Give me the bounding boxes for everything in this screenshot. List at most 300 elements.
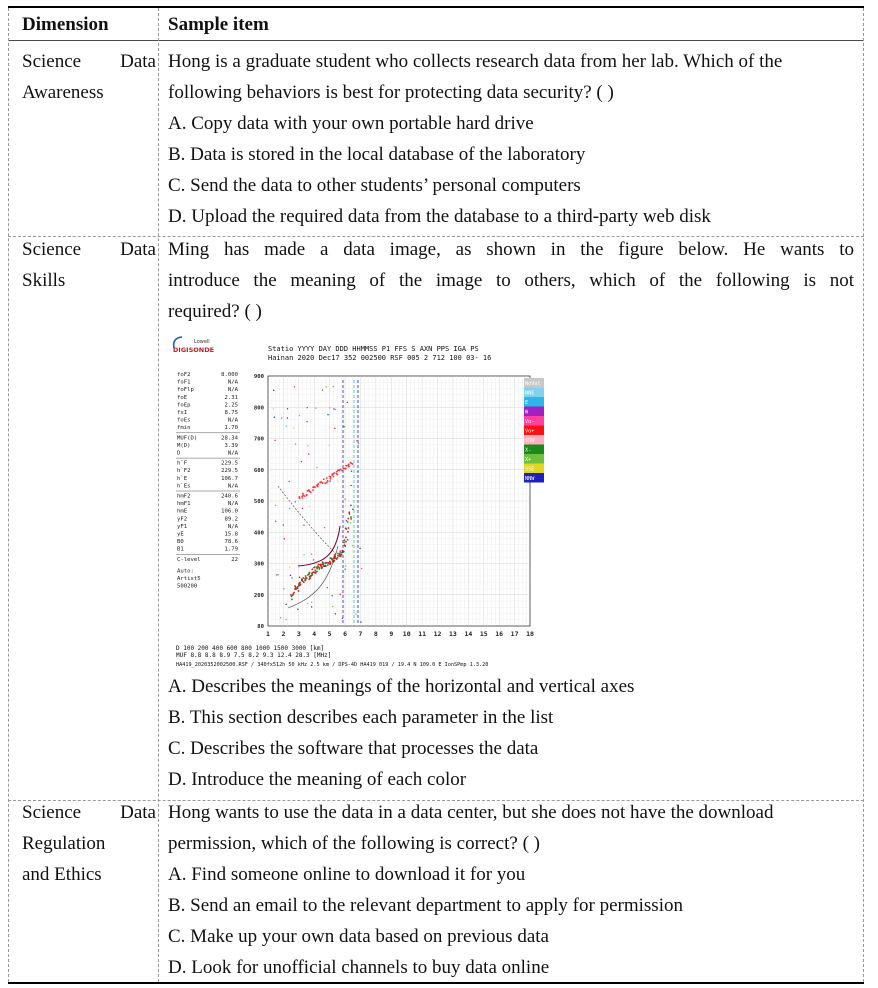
param-name: MUF(D) xyxy=(177,435,198,442)
echo-point xyxy=(297,587,299,589)
echo-point xyxy=(344,467,346,469)
legend-label: SSW xyxy=(525,438,535,444)
echo-point xyxy=(320,481,322,483)
echo-point xyxy=(301,579,303,581)
figure-footer-line: D 100 200 400 600 800 1000 1500 3000 [km] xyxy=(176,645,325,652)
echo-point xyxy=(285,619,286,620)
param-value: 1.79 xyxy=(224,546,238,553)
echo-point xyxy=(348,513,350,515)
echo-point xyxy=(291,595,293,597)
echo-point xyxy=(329,407,330,408)
dimension-line: Science Data xyxy=(22,51,156,72)
row-dimension xyxy=(22,46,156,108)
echo-point xyxy=(348,463,350,465)
echo-point xyxy=(293,427,294,428)
echo-point xyxy=(328,414,329,415)
echo-point xyxy=(299,625,300,626)
echo-point xyxy=(324,527,325,528)
column-divider xyxy=(158,8,159,982)
figure-footer-line: MUF 8.8 8.8 8.9 7.5 8.2 9.3 12.4 28.3 [MHz] xyxy=(176,652,332,659)
question-line: required? ( ) xyxy=(168,301,262,322)
echo-point xyxy=(311,568,313,570)
echo-point xyxy=(329,480,330,481)
x-tick-label: 7 xyxy=(358,630,363,638)
echo-point xyxy=(313,567,314,568)
echo-point xyxy=(317,484,319,486)
echo-point xyxy=(316,571,318,573)
param-value: 3.39 xyxy=(224,442,238,449)
param-value: N/A xyxy=(227,417,238,424)
param-name: h`F xyxy=(177,460,188,467)
echo-point xyxy=(350,522,351,523)
param-name: foF1 xyxy=(177,379,191,386)
param-name: foFlp xyxy=(177,387,194,394)
echo-point xyxy=(306,494,308,496)
echo-point xyxy=(358,443,359,444)
echo-point xyxy=(274,440,275,441)
echo-point xyxy=(302,508,303,509)
dimension-line: Science Data xyxy=(22,239,156,260)
dimension-line: and Ethics xyxy=(22,864,102,885)
x-tick-label: 5 xyxy=(327,630,332,638)
ionogram-plot xyxy=(254,374,544,638)
y-tick-label: 700 xyxy=(253,436,264,443)
dimension-line: Skills xyxy=(22,270,66,291)
echo-point xyxy=(355,613,356,614)
param-name: foEp xyxy=(177,402,191,409)
echo-point xyxy=(347,521,349,523)
echo-point xyxy=(303,581,305,583)
param-value: 106.0 xyxy=(221,508,238,515)
echo-point xyxy=(295,444,296,445)
legend-label: NNW xyxy=(525,476,535,482)
row-sample-item xyxy=(168,46,854,232)
echo-point xyxy=(347,539,349,541)
legend-label: SSE xyxy=(525,466,535,473)
echo-point xyxy=(281,417,282,418)
echo-point xyxy=(316,467,317,468)
echo-point xyxy=(328,445,329,446)
x-tick-label: 9 xyxy=(389,630,394,638)
x-tick-label: 8 xyxy=(373,630,378,638)
echo-point xyxy=(315,569,317,571)
left-border xyxy=(8,8,9,982)
echo-point xyxy=(348,527,350,529)
echo-point xyxy=(347,531,349,533)
echo-point xyxy=(347,402,348,403)
echo-point xyxy=(288,481,289,482)
row-dimension xyxy=(22,234,156,296)
echo-point xyxy=(310,575,312,577)
question-line: Ming has made a data image, as shown in the figure below. He wants to xyxy=(168,239,854,260)
echo-point xyxy=(295,501,296,502)
echo-point xyxy=(298,496,300,498)
echo-point xyxy=(323,478,325,480)
figure-header-line: Hainan 2020 Dec17 352 002500 RSF 005 2 712 100 03- 16 xyxy=(268,354,492,362)
echo-point xyxy=(307,407,308,408)
y-tick-label: 800 xyxy=(253,405,264,412)
echo-point xyxy=(329,478,331,480)
x-tick-label: 18 xyxy=(526,630,534,638)
row-dimension xyxy=(22,797,156,890)
echo-point xyxy=(350,485,351,486)
x-tick-label: 6 xyxy=(343,630,348,638)
echo-point xyxy=(275,505,276,506)
echo-point xyxy=(299,582,301,584)
echo-point xyxy=(361,568,362,569)
echo-point xyxy=(306,578,308,580)
echo-point xyxy=(305,575,307,577)
echo-point xyxy=(345,536,347,538)
echo-point xyxy=(291,598,293,600)
echo-point xyxy=(333,408,334,409)
param-name: hmF2 xyxy=(177,493,191,500)
param-value: N/A xyxy=(227,483,238,490)
echo-point xyxy=(333,386,334,387)
echo-point xyxy=(292,593,294,595)
header-sample-item: Sample item xyxy=(168,14,269,35)
param-value: 229.5 xyxy=(221,468,238,475)
x-tick-label: 13 xyxy=(449,630,457,638)
echo-point xyxy=(291,577,292,578)
answer-option: D. Introduce the meaning of each color xyxy=(168,769,467,790)
echo-point xyxy=(273,408,274,409)
logo-top-text: Lowell xyxy=(194,339,210,345)
echo-point xyxy=(313,559,314,560)
answer-option: B. This section describes each parameter in the list xyxy=(168,707,554,728)
question-line: introduce the meaning of the image to others, which of the following is not xyxy=(168,270,854,291)
question-line: permission, which of the following is correct? ( ) xyxy=(168,833,540,854)
echo-point xyxy=(351,470,352,471)
echo-point xyxy=(351,463,353,465)
echo-point xyxy=(278,574,279,575)
x-tick-label: 14 xyxy=(464,630,473,638)
echo-point xyxy=(311,602,312,603)
echo-point xyxy=(307,445,308,446)
echo-point xyxy=(302,493,304,495)
question-line: Hong wants to use the data in a data center, but she does not have the download xyxy=(168,802,774,823)
echo-point xyxy=(330,476,332,478)
echo-point xyxy=(299,584,301,586)
param-value: N/A xyxy=(227,387,238,394)
echo-point xyxy=(331,595,332,596)
echo-point xyxy=(339,594,340,595)
echo-point xyxy=(334,428,335,429)
x-tick-label: 11 xyxy=(418,630,427,638)
echo-point xyxy=(340,550,341,551)
echo-point xyxy=(348,511,350,513)
ionogram-figure xyxy=(168,334,548,674)
answer-option: D. Look for unofficial channels to buy data online xyxy=(168,957,550,978)
echo-point xyxy=(318,564,320,566)
param-name: h`Es xyxy=(177,483,191,490)
echo-point xyxy=(322,482,324,484)
echo-point xyxy=(274,416,275,417)
answer-option: C. Describes the software that processes the data xyxy=(168,738,539,759)
dimension-line: Regulation xyxy=(22,833,106,854)
logo-name-text: DIGISONDE xyxy=(173,346,215,354)
header-dimension: Dimension xyxy=(22,14,109,35)
param-value: N/A xyxy=(227,450,238,457)
echo-point xyxy=(273,390,274,391)
echo-point xyxy=(306,421,307,422)
echo-point xyxy=(336,558,338,560)
header-rule xyxy=(8,40,864,41)
answer-option: D. Upload the required data from the database to a third-party web disk xyxy=(168,206,711,227)
legend-label: NNE xyxy=(525,390,535,397)
legend-label: X- xyxy=(525,447,532,454)
answer-option: A. Describes the meanings of the horizontal and vertical axes xyxy=(168,676,635,697)
param-value: 8.75 xyxy=(224,410,238,416)
x-tick-label: 1 xyxy=(266,630,270,638)
legend-label: NoVal xyxy=(525,381,541,387)
param-value: N/A xyxy=(227,379,238,386)
auto-text: 500200 xyxy=(177,583,198,590)
echo-point xyxy=(344,498,345,499)
figure-footer-line: HA419_2020352002500.RSF / 340fx512h 50 kHz 2.5 km / DPS-4D HA419 019 / 19.4 N 109.0 E IonSPmp 1.3.20 xyxy=(176,662,489,668)
param-name: C-level xyxy=(177,556,201,563)
param-name: foEs xyxy=(177,417,191,424)
echo-point xyxy=(311,554,312,555)
param-name: M(D) xyxy=(177,442,191,449)
echo-point xyxy=(360,621,361,622)
echo-point xyxy=(326,482,328,484)
echo-point xyxy=(289,508,290,509)
param-name: yF2 xyxy=(177,516,188,523)
echo-point xyxy=(344,569,345,570)
echo-point xyxy=(305,580,307,582)
echo-point xyxy=(276,574,277,575)
x-tick-label: 17 xyxy=(510,630,519,638)
row-options xyxy=(168,671,854,795)
param-value: 89.2 xyxy=(224,516,238,523)
echo-point xyxy=(344,544,346,546)
echo-point xyxy=(280,617,281,618)
answer-option: C. Make up your own data based on previous data xyxy=(168,926,549,947)
param-value: 2.31 xyxy=(224,394,238,401)
echo-point xyxy=(287,408,288,409)
legend-label: E xyxy=(525,400,529,406)
param-value: 229.5 xyxy=(221,460,238,467)
echo-point xyxy=(341,552,343,554)
param-name: h`F2 xyxy=(177,468,191,475)
echo-point xyxy=(287,417,288,418)
y-tick-label: 900 xyxy=(253,374,264,380)
echo-point xyxy=(311,606,312,607)
echo-point xyxy=(327,564,329,566)
param-value: N/A xyxy=(227,523,238,530)
echo-point xyxy=(346,520,347,521)
echo-point xyxy=(337,553,339,555)
y-tick-label: 300 xyxy=(253,561,264,568)
x-tick-label: 12 xyxy=(433,630,442,638)
param-value: 240.6 xyxy=(221,493,238,500)
echo-point xyxy=(359,548,360,549)
echo-point xyxy=(335,409,336,410)
echo-point xyxy=(347,518,349,520)
echo-point xyxy=(322,389,323,390)
x-tick-label: 16 xyxy=(495,630,504,638)
question-line: Hong is a graduate student who collects research data from her lab. Which of the xyxy=(168,51,783,72)
echo-point xyxy=(308,572,310,574)
echo-point xyxy=(343,542,345,544)
answer-option: A. Copy data with your own portable hard drive xyxy=(168,113,534,134)
echo-point xyxy=(350,518,352,520)
legend-label: Vo- xyxy=(525,419,535,425)
answer-option: C. Send the data to other students’ personal computers xyxy=(168,175,581,196)
param-name: fmin xyxy=(177,425,191,432)
echo-point xyxy=(345,465,347,467)
echo-point xyxy=(318,567,319,568)
echo-point xyxy=(301,461,302,462)
legend-label: Vo+ xyxy=(525,428,535,435)
legend-label: W xyxy=(525,409,529,416)
param-name: yE xyxy=(177,531,184,538)
top-rule xyxy=(8,6,864,8)
echo-point xyxy=(311,573,313,575)
echo-point xyxy=(275,521,276,522)
echo-point xyxy=(303,554,304,555)
x-tick-label: 10 xyxy=(402,630,411,638)
dimension-line: Awareness xyxy=(22,82,104,103)
echo-point xyxy=(340,469,342,471)
echo-point xyxy=(294,386,295,387)
answer-option: B. Data is stored in the local database of the laboratory xyxy=(168,144,586,165)
echo-point xyxy=(284,538,285,539)
echo-point xyxy=(299,415,300,416)
echo-point xyxy=(344,539,346,541)
y-tick-label: 500 xyxy=(253,499,264,505)
echo-point xyxy=(314,486,316,488)
right-border xyxy=(863,8,864,982)
param-value: 15.8 xyxy=(224,531,238,538)
x-tick-label: 15 xyxy=(479,630,488,638)
echo-point xyxy=(348,466,350,468)
echo-point xyxy=(297,609,298,610)
echo-point xyxy=(333,472,335,474)
echo-point xyxy=(302,577,304,579)
figure-header-line: Statio YYYY DAY DDD HHMMSS P1 FFS S AXN PPS IGA PS xyxy=(268,345,479,353)
param-value: 106.7 xyxy=(221,475,238,482)
answer-option: B. Send an email to the relevant department to apply for permission xyxy=(168,895,683,916)
echo-point xyxy=(285,604,286,605)
echo-point xyxy=(317,486,319,488)
param-value: 22 xyxy=(231,556,238,563)
echo-point xyxy=(308,489,310,491)
echo-point xyxy=(319,569,320,570)
echo-point xyxy=(315,408,316,409)
echo-point xyxy=(352,545,353,546)
x-tick-label: 4 xyxy=(312,630,317,638)
y-tick-label: 80 xyxy=(257,624,264,630)
answer-option: A. Find someone online to download it for you xyxy=(168,864,526,885)
echo-point xyxy=(319,564,321,566)
echo-point xyxy=(298,590,300,592)
echo-point xyxy=(343,468,345,470)
echo-point xyxy=(286,425,287,426)
param-value: N/A xyxy=(227,501,238,508)
param-value: 1.70 xyxy=(224,425,238,432)
echo-point xyxy=(343,426,344,427)
param-name: foE xyxy=(177,394,188,401)
echo-point xyxy=(295,586,297,588)
echo-point xyxy=(290,575,291,576)
param-value: 78.6 xyxy=(224,539,238,546)
echo-point xyxy=(309,506,310,507)
question-line: following behaviors is best for protecting data security? ( ) xyxy=(168,82,614,103)
echo-point xyxy=(330,562,332,564)
echo-point xyxy=(327,480,329,482)
row-sample-item xyxy=(168,234,854,327)
param-value: 2.25 xyxy=(224,402,238,409)
param-name: foF2 xyxy=(177,372,191,378)
x-tick-label: 3 xyxy=(296,630,301,638)
echo-point xyxy=(332,476,334,478)
legend-label: X+ xyxy=(525,457,532,463)
echo-point xyxy=(299,577,300,578)
echo-point xyxy=(345,528,347,530)
echo-point xyxy=(345,565,346,566)
param-name: hmE xyxy=(177,508,188,515)
auto-text: Auto: xyxy=(177,568,194,575)
echo-point xyxy=(324,566,325,567)
echo-point xyxy=(332,606,333,607)
echo-point xyxy=(341,554,343,556)
echo-point xyxy=(321,566,323,568)
echo-point xyxy=(337,480,338,481)
dimension-line: Science Data xyxy=(22,802,156,823)
echo-point xyxy=(308,453,309,454)
echo-point xyxy=(310,491,312,493)
param-value: 8.000 xyxy=(221,372,238,378)
param-name: fxI xyxy=(177,410,188,416)
param-name: B0 xyxy=(177,539,184,546)
echo-point xyxy=(350,516,352,518)
param-name: hmF1 xyxy=(177,501,191,508)
echo-point xyxy=(283,498,284,499)
echo-point xyxy=(327,587,328,588)
echo-point xyxy=(350,504,352,506)
echo-point xyxy=(335,613,336,614)
echo-point xyxy=(330,557,332,559)
auto-text: Artist5 xyxy=(177,576,201,582)
param-name: h`E xyxy=(177,475,188,482)
echo-point xyxy=(312,489,314,491)
param-name: B1 xyxy=(177,546,184,553)
echo-point xyxy=(289,566,290,567)
echo-point xyxy=(326,477,328,479)
echo-point xyxy=(356,440,357,441)
param-name: yF1 xyxy=(177,523,188,530)
y-tick-label: 400 xyxy=(253,530,264,537)
echo-point xyxy=(307,603,308,604)
row-sample-item xyxy=(168,797,854,983)
echo-point xyxy=(325,386,326,387)
echo-point xyxy=(304,495,306,497)
x-tick-label: 2 xyxy=(281,630,286,638)
parameter-list xyxy=(176,372,240,590)
echo-point xyxy=(314,572,316,574)
echo-point xyxy=(345,541,347,543)
y-tick-label: 600 xyxy=(253,467,264,474)
y-tick-label: 200 xyxy=(253,592,264,599)
echo-point xyxy=(283,524,284,525)
param-value: 28.34 xyxy=(221,435,238,442)
echo-point xyxy=(338,555,339,556)
param-name: D xyxy=(177,450,181,457)
echo-point xyxy=(322,564,324,566)
echo-point xyxy=(336,474,338,476)
